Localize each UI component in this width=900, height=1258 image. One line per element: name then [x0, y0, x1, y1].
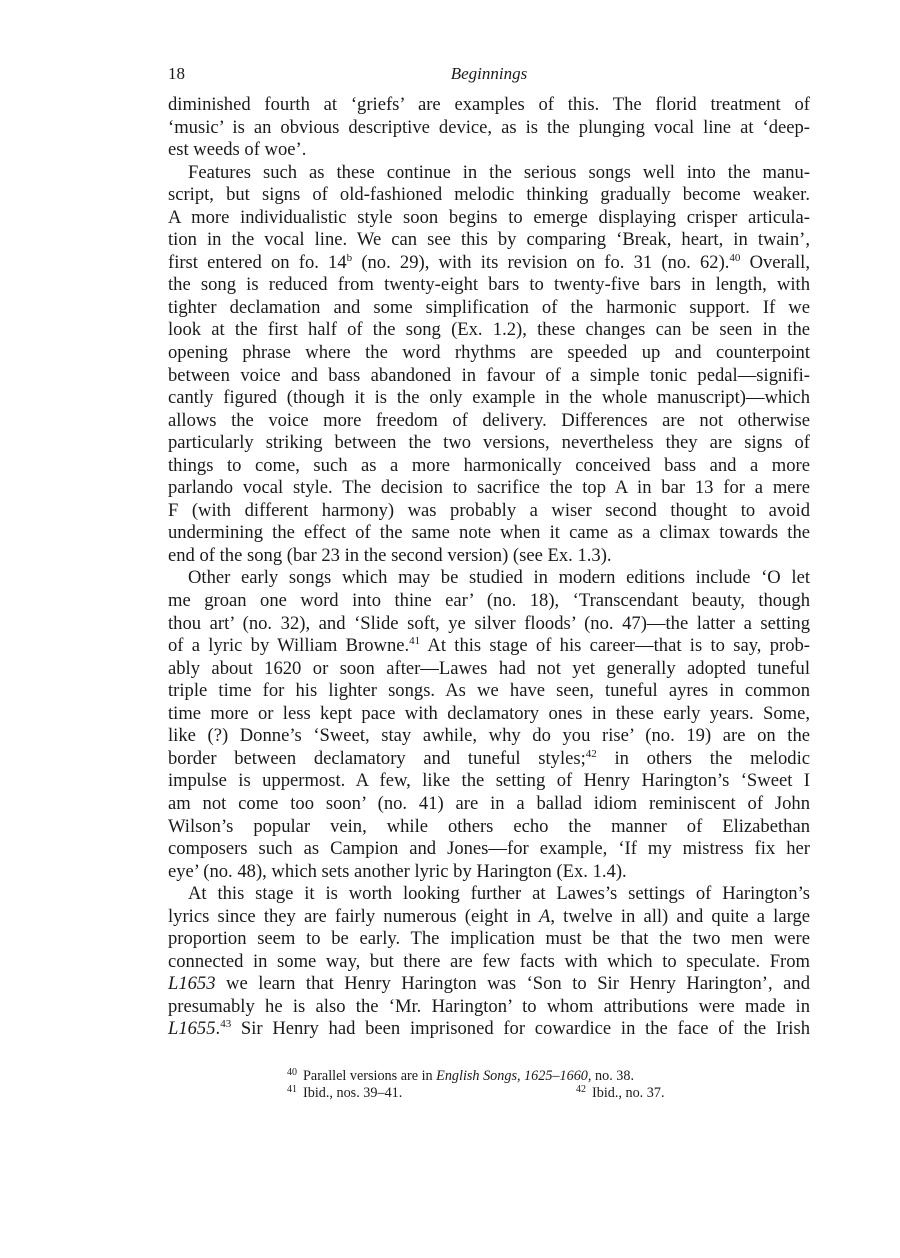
text-line: end of the song (bar 23 in the second version) (see Ex. 1.3).	[168, 544, 612, 566]
page-number: 18	[168, 64, 185, 83]
text-line: border between declamatory and tuneful styles;$^{42}$ in others the melodic	[168, 747, 810, 769]
text-line: parlando vocal style. The decision to sacrifice the top A in bar 13 for a mere	[168, 477, 810, 499]
paragraph	[168, 162, 810, 568]
italic-text: L1655	[168, 1018, 216, 1040]
text-line: cantly figured (though it is the only example in the whole manuscript)—which	[168, 387, 810, 409]
text-line: me groan one word into thine ear’ (no. 18), ‘Transcendant beauty, though	[168, 590, 810, 612]
text-line: particularly striking between the two versions, nevertheless they are signs of	[168, 432, 810, 454]
text-line: things to come, such as a more harmonically conceived bass and a more	[168, 454, 810, 476]
text-line: Other early songs which may be studied in modern editions include ‘O let	[188, 567, 810, 589]
text-line: ‘music’ is an obvious descriptive device, as is the plunging vocal line at ‘deep-	[168, 116, 810, 138]
footnotes	[287, 1068, 707, 1102]
text-line: tighter declamation and some simplification of the harmonic support. If we	[168, 296, 810, 318]
footnote-reference: 43	[220, 1018, 232, 1031]
text-line: lyrics since they are fairly numerous (eight in A, twelve in all) and quite a large	[168, 905, 810, 927]
text-line: am not come too soon’ (no. 41) are in a ballad idiom reminiscent of John	[168, 792, 810, 814]
text-line: allows the voice more freedom of delivery. Differences are not otherwise	[168, 409, 810, 431]
text-line: impulse is uppermost. A few, like the setting of Henry Harington’s ‘Sweet I	[168, 770, 810, 792]
footnote-reference: 41	[409, 635, 421, 648]
paragraph	[168, 883, 810, 1041]
paragraph	[168, 567, 810, 883]
page	[168, 62, 810, 1041]
text-line: time more or less kept pace with declamatory ones in these early years. Some,	[168, 702, 810, 724]
text-line: the song is reduced from twenty-eight bars to twenty-five bars in length, with	[168, 274, 810, 296]
text-line: proportion seem to be early. The implication must be that the two men were	[168, 928, 810, 950]
text-line: thou art’ (no. 32), and ‘Slide soft, ye silver floods’ (no. 47)—the latter a setting	[168, 612, 810, 634]
text-line: script, but signs of old-fashioned melodic thinking gradually become weaker.	[168, 184, 810, 206]
text-line: L1655.43 Sir Henry had been imprisoned for cowardice in the face of the Irish	[168, 1018, 810, 1040]
text-line: est weeds of woe’.	[168, 139, 307, 161]
footnote-reference: 40	[729, 251, 741, 264]
body-text	[168, 94, 810, 1041]
italic-text: A	[538, 905, 551, 927]
text-line: Wilson’s popular vein, while others echo the manner of Elizabethan	[168, 815, 810, 837]
footnote-row	[287, 1085, 707, 1102]
text-line: tion in the vocal line. We can see this by comparing ‘Break, heart, in twain’,	[168, 229, 810, 251]
text-line: Features such as these continue in the serious songs well into the manu-	[188, 161, 810, 183]
text-line: look at the first half of the song (Ex. 1.2), these changes can be seen in the	[168, 319, 810, 341]
text-line: composers such as Campion and Jones—for example, ‘If my mistress fix her	[168, 838, 810, 860]
text-line: At this stage it is worth looking further at Lawes’s settings of Harington’s	[188, 883, 810, 905]
running-head	[168, 62, 810, 90]
text-line: ably about 1620 or soon after—Lawes had not yet generally adopted tuneful	[168, 657, 810, 679]
text-line: between voice and bass abandoned in favour of a simple tonic pedal—signifi-	[168, 364, 810, 386]
text-line: F (with different harmony) was probably a wiser second thought to avoid	[168, 499, 810, 521]
footnote-42: 42 Ibid., no. 37.	[576, 1084, 665, 1101]
footnote-text-end: , no. 38.	[587, 1068, 635, 1084]
text-line: connected in some way, but there are few facts with which to speculate. From	[168, 950, 810, 972]
italic-text: L1653	[168, 973, 216, 995]
text-line: L1653 we learn that Henry Harington was ‘Son to Sir Henry Harington’, and	[168, 973, 810, 995]
text-line: like (?) Donne’s ‘Sweet, stay awhile, why do you rise’ (no. 19) are on the	[168, 725, 810, 747]
running-title: Beginnings	[450, 64, 528, 83]
text-line: triple time for his lighter songs. As we have seen, tuneful ayres in common	[168, 680, 810, 702]
footnote-reference: b	[346, 251, 353, 264]
text-line: of a lyric by William Browne.$^{41}$ At this stage of his career—that is to say, prob-	[168, 635, 810, 657]
footnote-text: Parallel versions are in	[303, 1068, 437, 1084]
footnote-text: Ibid., no. 37.	[592, 1085, 665, 1101]
paragraph	[168, 94, 810, 162]
text-line: first entered on fo. 14$^b$ (no. 29), with its revision on fo. 31 (no. 62).$^{40}$ Overall,	[168, 251, 810, 273]
footnote-citation-title: English Songs, 1625–1660	[436, 1068, 588, 1084]
text-line: eye’ (no. 48), which sets another lyric by Harington (Ex. 1.4).	[168, 860, 627, 882]
text-line: A more individualistic style soon begins to emerge displaying crisper articula-	[168, 206, 810, 228]
footnote-text: Ibid., nos. 39–41.	[303, 1085, 403, 1101]
footnote-41: 41 Ibid., nos. 39–41.	[287, 1084, 403, 1101]
text-line: undermining the effect of the same note when it came as a climax towards the	[168, 522, 810, 544]
text-line: diminished fourth at ‘griefs’ are examples of this. The florid treatment of	[168, 94, 810, 115]
text-line: opening phrase where the word rhythms are speeded up and counterpoint	[168, 342, 810, 364]
text-line: presumably he is also the ‘Mr. Harington’ to whom attributions were made in	[168, 995, 810, 1017]
footnote-reference: 42	[585, 747, 597, 760]
footnote-40: 40 Parallel versions are in English Songs, 1625–1660, no. 38.	[287, 1067, 635, 1084]
